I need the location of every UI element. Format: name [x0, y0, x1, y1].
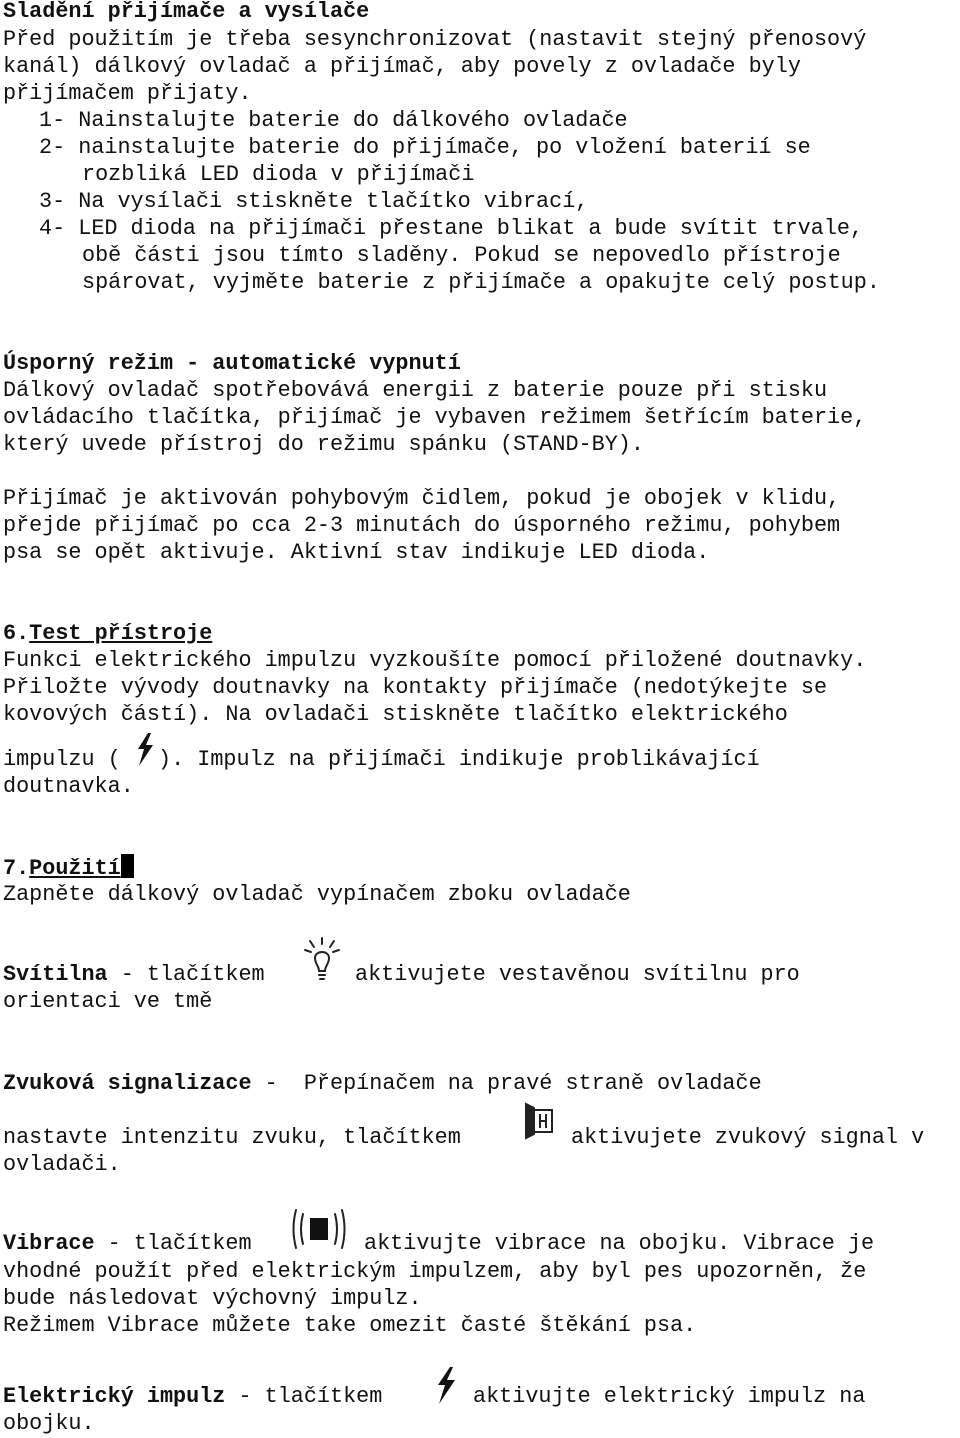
- usage-impulse-line: [3, 1383, 382, 1410]
- pairing-step: 2- nainstalujte baterie do přijímače, po vložení baterií se: [39, 135, 811, 160]
- lightning-bolt-icon: [133, 732, 157, 768]
- vibration-term: Vibrace: [3, 1231, 95, 1256]
- usage-heading: [3, 854, 134, 881]
- vibration-icon: [288, 1206, 350, 1250]
- pairing-heading: Sladění přijímače a vysílače: [3, 0, 370, 24]
- vibration-line: bude následovat výchovný impulz.: [3, 1286, 422, 1311]
- test-line-last: doutnavka.: [3, 774, 134, 799]
- speaker-icon: [520, 1098, 558, 1146]
- impulse-term: Elektrický impulz: [3, 1384, 226, 1409]
- usage-light-line: [3, 961, 265, 988]
- power-saving-line: přejde přijímač po cca 2-3 minutách do úsporného režimu, pohybem: [3, 513, 841, 538]
- test-line: Přiložte vývody doutnavky na kontakty přijímače (nedotýkejte se: [3, 675, 828, 700]
- sound-before: nastavte intenzitu zvuku, tlačítkem: [3, 1125, 461, 1150]
- pairing-step: rozbliká LED dioda v přijímači: [82, 162, 475, 187]
- pairing-step: obě části jsou tímto sladěny. Pokud se nepovedlo přístroje: [82, 243, 841, 268]
- usage-intro: Zapněte dálkový ovladač vypínačem zboku ovladače: [3, 882, 631, 907]
- lightning-bolt-icon: [432, 1366, 460, 1406]
- power-saving-line: Přijímač je aktivován pohybovým čidlem, pokud je obojek v klidu,: [3, 486, 841, 511]
- vibration-line: vhodné použít před elektrickým impulzem, aby byl pes upozorněn, že: [3, 1259, 867, 1284]
- sound-separator: - Přepínačem na pravé straně ovladače: [251, 1071, 762, 1096]
- test-line: Funkci elektrického impulzu vyzkoušíte pomocí přiložené doutnavky.: [3, 648, 867, 673]
- pairing-intro-line: přijímačem přijaty.: [3, 81, 252, 106]
- light-term: Svítilna: [3, 962, 108, 987]
- impulse-line2: obojku.: [3, 1411, 95, 1436]
- impulse-after: aktivujte elektrický impulz na: [473, 1384, 866, 1409]
- pairing-step: 3- Na vysílači stiskněte tlačítko vibrací,: [39, 189, 589, 214]
- pairing-step: 4- LED dioda na přijímači přestane blikat a bude svítit trvale,: [39, 216, 864, 241]
- test-impulse-after: ). Impulz na přijímači indikuje problikávající: [158, 747, 760, 772]
- light-after: aktivujete vestavěnou svítilnu pro: [355, 962, 800, 987]
- sound-line2: ovladači.: [3, 1152, 121, 1177]
- test-heading: [3, 620, 212, 647]
- power-saving-line: který uvede přístroj do režimu spánku (STAND-BY).: [3, 432, 644, 457]
- power-saving-line: ovládacího tlačítka, přijímač je vybaven režimem šetřícím baterie,: [3, 405, 867, 430]
- pairing-step: spárovat, vyjměte baterie z přijímače a opakujte celý postup.: [82, 270, 880, 295]
- pairing-intro-line: Před použitím je třeba sesynchronizovat (nastavit stejný přenosový: [3, 27, 867, 52]
- power-saving-line: Dálkový ovladač spotřebovává energii z baterie pouze při stisku: [3, 378, 828, 403]
- vibration-after: aktivujte vibrace na obojku. Vibrace je: [364, 1231, 875, 1256]
- text-cursor: [121, 854, 134, 878]
- sound-after: aktivujete zvukový signal v: [571, 1125, 925, 1150]
- usage-heading-number: 7.: [3, 856, 30, 881]
- light-line2: orientaci ve tmě: [3, 989, 213, 1014]
- test-heading-title: Test přístroje: [29, 621, 213, 646]
- power-saving-line: psa se opět aktivuje. Aktivní stav indikuje LED dioda.: [3, 540, 710, 565]
- power-saving-heading: Úsporný režim - automatické vypnutí: [3, 351, 461, 376]
- pairing-intro-line: kanál) dálkový ovladač a přijímač, aby povely z ovladače byly: [3, 54, 801, 79]
- impulse-separator: - tlačítkem: [225, 1384, 383, 1409]
- pairing-step: 1- Nainstalujte baterie do dálkového ovladače: [39, 108, 628, 133]
- light-separator: - tlačítkem: [107, 962, 265, 987]
- test-line: kovových částí). Na ovladači stiskněte tlačítko elektrického: [3, 702, 788, 727]
- sound-term: Zvuková signalizace: [3, 1071, 252, 1096]
- usage-vibration-line: [3, 1230, 252, 1257]
- vibration-line: Režimem Vibrace můžete take omezit časté štěkání psa.: [3, 1313, 697, 1338]
- usage-heading-title: Použití: [29, 856, 121, 881]
- test-impulse-before: impulzu (: [3, 747, 121, 772]
- test-heading-number: 6.: [3, 621, 30, 646]
- usage-sound-line: [3, 1070, 762, 1097]
- vibration-separator: - tlačítkem: [94, 1231, 252, 1256]
- light-bulb-icon: [302, 936, 342, 984]
